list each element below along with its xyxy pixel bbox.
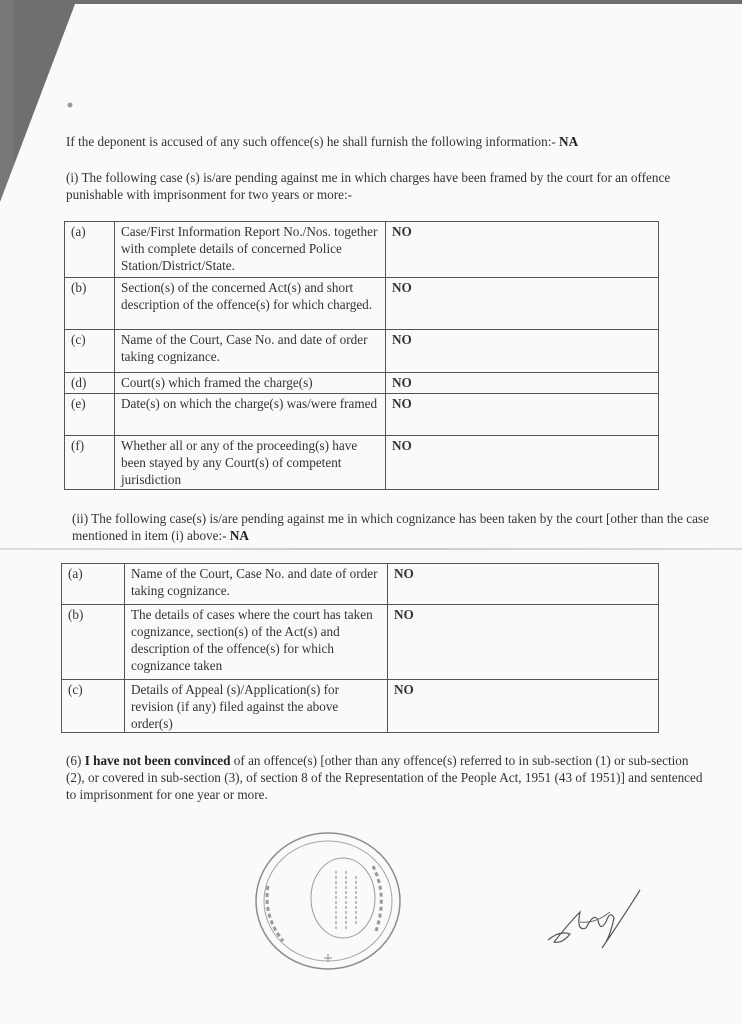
row-description: Whether all or any of the proceeding(s) have been stayed by any Court(s) of competent jurisdiction <box>115 436 386 490</box>
row-answer: NO <box>388 680 659 733</box>
row-description: Section(s) of the concerned Act(s) and short description of the offence(s) for which charged. <box>115 278 386 330</box>
row-answer: NO <box>386 278 659 330</box>
row-description: Details of Appeal (s)/Application(s) for revision (if any) filed against the above order(s) <box>125 680 388 733</box>
page-fold <box>0 548 742 550</box>
row-answer: NO <box>386 373 659 394</box>
row-description: Case/First Information Report No./Nos. together with complete details of concerned Police Station/District/State. <box>115 222 386 278</box>
row-answer: NO <box>386 330 659 373</box>
row-label: (f) <box>65 436 115 490</box>
handwritten-signature <box>540 882 650 952</box>
row-answer: NO <box>386 222 659 278</box>
section-6-bold: I have not been convinced <box>84 753 231 768</box>
row-label: (c) <box>65 330 115 373</box>
row-label: (a) <box>62 564 125 605</box>
pending-charges-table <box>64 221 659 490</box>
table-row <box>65 330 659 373</box>
row-label: (b) <box>62 605 125 680</box>
section-6-text: of an offence(s) [other than any offence(s) referred to in sub-section (1) or sub-section (2), or covered in sub-section (3), of section 8 of the Representation of the People Act, 1951 (43 of 1951)] and sentenced to imprisonment for one year or more. <box>66 753 703 802</box>
row-description: Date(s) on which the charge(s) was/were framed <box>115 394 386 436</box>
table-row <box>62 605 659 680</box>
section-2-text: (ii) The following case(s) is/are pending against me in which cognizance has been taken by the court [other than the case mentioned in item (i) above:- <box>72 511 709 543</box>
section-6-prefix: (6) <box>66 753 85 768</box>
row-label: (c) <box>62 680 125 733</box>
section-6-paragraph <box>66 752 706 803</box>
row-description: Court(s) which framed the charge(s) <box>115 373 386 394</box>
cognizance-table <box>61 563 659 733</box>
row-label: (d) <box>65 373 115 394</box>
row-label: (b) <box>65 278 115 330</box>
table-row <box>65 278 659 330</box>
row-answer: NO <box>386 436 659 490</box>
official-seal-stamp <box>248 826 408 976</box>
table-row <box>65 373 659 394</box>
table-row <box>65 436 659 490</box>
row-answer: NO <box>386 394 659 436</box>
row-label: (e) <box>65 394 115 436</box>
intro-paragraph <box>66 133 706 150</box>
ink-smudge <box>66 100 74 110</box>
row-description: Name of the Court, Case No. and date of order taking cognizance. <box>115 330 386 373</box>
table-row <box>65 222 659 278</box>
table-row <box>62 680 659 733</box>
table-row <box>65 394 659 436</box>
section-1-paragraph: (i) The following case (s) is/are pending against me in which charges have been framed by the court for an offence punishable with imprisonment for two years or more:- <box>66 170 671 202</box>
row-label: (a) <box>65 222 115 278</box>
row-answer: NO <box>388 564 659 605</box>
row-answer: NO <box>388 605 659 680</box>
table-row <box>62 564 659 605</box>
section-2-na: NA <box>229 528 249 543</box>
row-description: Name of the Court, Case No. and date of order taking cognizance. <box>125 564 388 605</box>
row-description: The details of cases where the court has taken cognizance, section(s) of the Act(s) and description of the offence(s) for which cognizance taken <box>125 605 388 680</box>
intro-na: NA <box>559 134 579 149</box>
intro-text: If the deponent is accused of any such offence(s) he shall furnish the following information:- <box>66 134 560 149</box>
section-2-paragraph <box>72 510 712 544</box>
